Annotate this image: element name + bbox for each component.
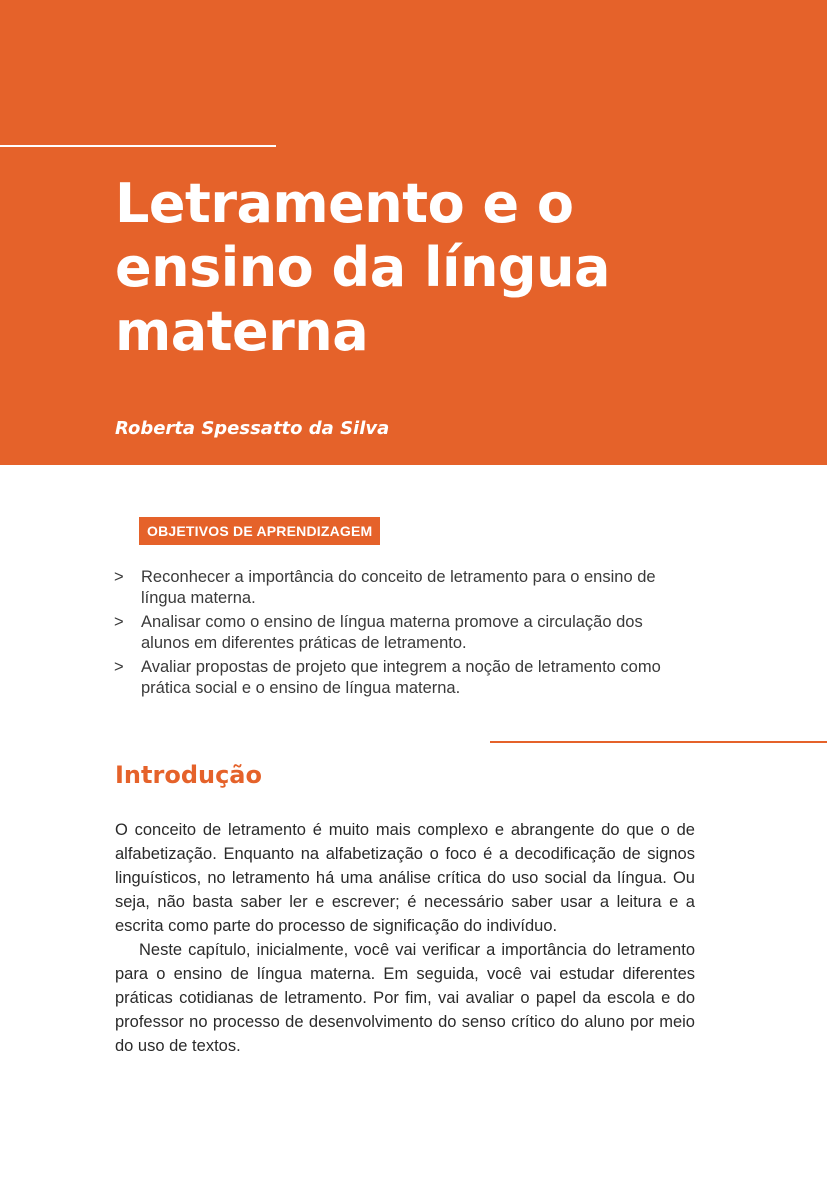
- objective-text: Analisar como o ensino de língua materna promove a circulação dos alunos em diferentes práticas de letramento.: [141, 613, 643, 652]
- body-paragraph: O conceito de letramento é muito mais complexo e abrangente do que o de alfabetização. Enquanto na alfabetização o foco é a decodificação de signos linguísticos, no letramento há uma análise crítica do uso social da língua. Ou seja, não basta saber ler e escrever; é necessário saber usar a leitura e a escrita como parte do processo de significação do indivíduo.: [115, 821, 695, 935]
- objectives-list: [114, 567, 694, 702]
- objective-item: [114, 567, 694, 609]
- chevron-right-icon: >: [114, 613, 124, 631]
- objectives-label: OBJETIVOS DE APRENDIZAGEM: [139, 517, 380, 545]
- objective-item: [114, 657, 694, 699]
- objective-item: [114, 612, 694, 654]
- chapter-header: [0, 0, 827, 465]
- chapter-title-line: ensino da língua: [115, 236, 610, 299]
- section-heading: Introdução: [115, 761, 262, 789]
- author-name: Roberta Spessatto da Silva: [115, 418, 390, 439]
- objective-text: Reconhecer a importância do conceito de letramento para o ensino de língua materna.: [141, 568, 656, 607]
- chapter-title-line: materna: [115, 300, 369, 363]
- chapter-title-line: Letramento e o: [115, 172, 574, 235]
- section-divider: [490, 741, 827, 743]
- objective-text: Avaliar propostas de projeto que integrem a noção de letramento como prática social e o ensino de língua materna.: [141, 658, 661, 697]
- header-divider: [0, 145, 276, 147]
- body-paragraph: Neste capítulo, inicialmente, você vai verificar a importância do letramento para o ensino de língua materna. Em seguida, você vai estudar diferentes práticas cotidianas de letramento. Por fim, vai avaliar o papel da escola e do professor no processo de desenvolvimento do senso crítico do aluno por meio do uso de textos.: [115, 941, 695, 1055]
- chevron-right-icon: >: [114, 658, 124, 676]
- chevron-right-icon: >: [114, 568, 124, 586]
- introduction-body: [115, 818, 695, 1058]
- chapter-title: [115, 172, 715, 364]
